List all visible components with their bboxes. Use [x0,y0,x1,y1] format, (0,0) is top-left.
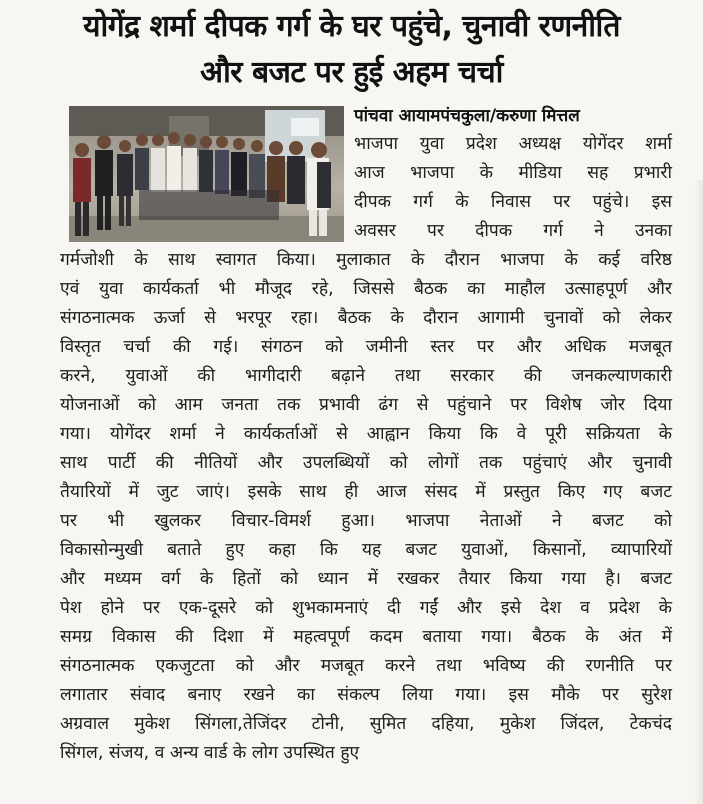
body-line: करने, युवाओं की भागीदारी बढ़ाने तथा सरकार की जनकल्याणकारी [60,366,672,386]
body-line: गर्मजोशी के साथ स्वागत किया। मुलाकात के दौरान भाजपा के कई वरिष्ठ [60,250,672,270]
headline-line-1: योगेंद्र शर्मा दीपक गर्ग के घर पहुंचे, चुनावी रणनीति [83,9,620,44]
body-line: अग्रवाल मुकेश सिंगला,तेजिंदर टोनी, सुमित दहिया, मुकेश जिंदल, टेकचंद [60,714,672,734]
body-line: विकासोन्मुखी बताते हुए कहा कि यह बजट युवाओं, किसानों, व्यापारियों [60,540,672,560]
body-line: दीपक गर्ग के निवास पर पहुंचे। इस [354,192,672,212]
body-line: संगठनात्मक ऊर्जा से भरपूर रहा। बैठक के दौरान आगामी चुनावों को लेकर [60,308,672,328]
page-edge-shadow [695,180,703,804]
body-line: भाजपा युवा प्रदेश अध्यक्ष योगेंदर शर्मा [354,134,672,154]
headline-line-2: और बजट पर हुई अहम चर्चा [200,55,503,90]
body-line: समग्र विकास की दिशा में महत्वपूर्ण कदम बताया गया। बैठक के अंत में [60,627,672,647]
body-line: पर भी खुलकर विचार-विमर्श हुआ। भाजपा नेताओं ने बजट को [60,511,672,531]
body-line: अवसर पर दीपक गर्ग ने उनका [354,221,672,241]
body-line: योजनाओं को आम जनता तक प्रभावी ढंग से पहुंचाने पर विशेष जोर दिया [60,395,672,415]
body-line: गया। योगेंदर शर्मा ने कार्यकर्ताओं से आह्वान किया कि वे पूरी सक्रियता के [60,424,672,444]
body-line: पेश होने पर एक-दूसरे को शुभकामनाएं दी गईं और इसे देश व प्रदेश के [60,598,672,618]
body-line: एवं युवा कार्यकर्ता भी मौजूद रहे, जिससे बैठक का माहौल उत्साहपूर्ण और [60,279,672,299]
body-line: संगठनात्मक एकजुटता को और मजबूत करने तथा भविष्य की रणनीति पर [60,656,672,676]
body-line: आज भाजपा के मीडिया सह प्रभारी [354,163,672,183]
body-line: और मध्यम वर्ग के हितों को ध्यान में रखकर तैयार किया गया है। बजट [60,569,672,589]
body-line-last: सिंगल, संजय, व अन्य वार्ड के लोग उपस्थित हुए [60,743,360,763]
body-line: लगातार संवाद बनाए रखने का संकल्प लिया गया। इस मौके पर सुरेश [60,685,672,705]
body-line: तैयारियों में जुट जाएं। इसके साथ ही आज संसद में प्रस्तुत किए गए बजट [60,482,672,502]
byline: पांचवा आयामपंचकुला/करुणा मित्तल [354,106,580,126]
body-line: विस्तृत चर्चा की गई। संगठन को जमीनी स्तर पर और अधिक मजबूत [60,337,672,357]
body-line: साथ पार्टी की नीतियों और उपलब्धियों को लोगों तक पहुंचाएं और चुनावी [60,453,672,473]
